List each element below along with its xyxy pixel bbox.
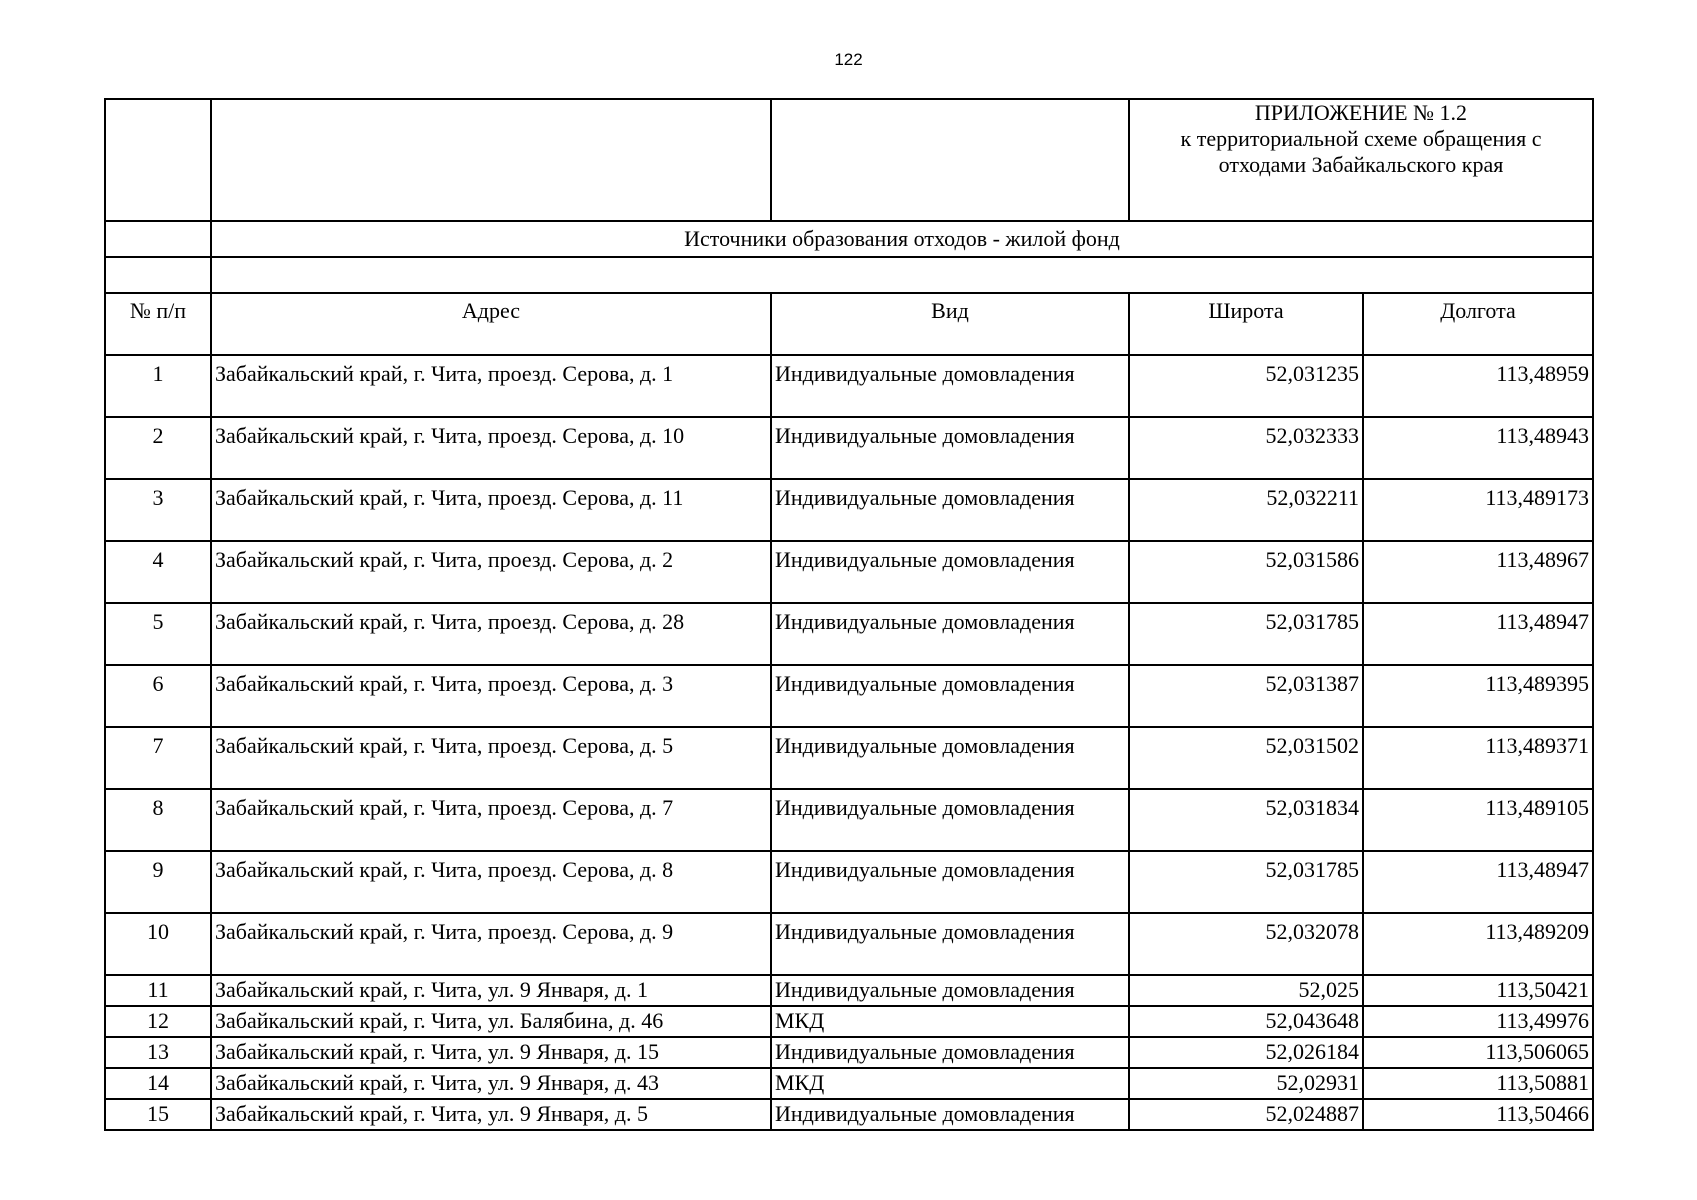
column-header-num: № п/п bbox=[105, 293, 211, 355]
row-latitude: 52,025 bbox=[1129, 975, 1363, 1006]
row-address: Забайкальский край, г. Чита, проезд. Серова, д. 3 bbox=[211, 665, 771, 727]
row-longitude: 113,489209 bbox=[1363, 913, 1593, 975]
row-latitude: 52,031586 bbox=[1129, 541, 1363, 603]
table-row bbox=[105, 479, 1593, 541]
empty-cell bbox=[105, 99, 211, 221]
row-longitude: 113,50466 bbox=[1363, 1099, 1593, 1130]
table-row bbox=[105, 727, 1593, 789]
row-address: Забайкальский край, г. Чита, ул. 9 Января, д. 43 bbox=[211, 1068, 771, 1099]
table-row bbox=[105, 541, 1593, 603]
section-title-row bbox=[105, 221, 1593, 257]
row-number: 1 bbox=[105, 355, 211, 417]
table-row bbox=[105, 975, 1593, 1006]
section-title: Источники образования отходов - жилой фонд bbox=[211, 221, 1593, 257]
row-longitude: 113,489173 bbox=[1363, 479, 1593, 541]
row-latitude: 52,02931 bbox=[1129, 1068, 1363, 1099]
table-row bbox=[105, 355, 1593, 417]
row-type: МКД bbox=[771, 1006, 1129, 1037]
row-number: 2 bbox=[105, 417, 211, 479]
row-number: 7 bbox=[105, 727, 211, 789]
row-longitude: 113,49976 bbox=[1363, 1006, 1593, 1037]
row-number: 4 bbox=[105, 541, 211, 603]
row-latitude: 52,032333 bbox=[1129, 417, 1363, 479]
row-type: Индивидуальные домовладения bbox=[771, 665, 1129, 727]
row-longitude: 113,48947 bbox=[1363, 603, 1593, 665]
table-row bbox=[105, 1006, 1593, 1037]
row-address: Забайкальский край, г. Чита, ул. 9 Января, д. 15 bbox=[211, 1037, 771, 1068]
row-number: 9 bbox=[105, 851, 211, 913]
appendix-title: ПРИЛОЖЕНИЕ № 1.2 bbox=[1254, 100, 1468, 125]
row-latitude: 52,032078 bbox=[1129, 913, 1363, 975]
row-latitude: 52,031834 bbox=[1129, 789, 1363, 851]
row-latitude: 52,031502 bbox=[1129, 727, 1363, 789]
row-address: Забайкальский край, г. Чита, ул. 9 Января, д. 5 bbox=[211, 1099, 771, 1130]
row-latitude: 52,026184 bbox=[1129, 1037, 1363, 1068]
appendix-caption bbox=[1129, 99, 1593, 221]
row-number: 5 bbox=[105, 603, 211, 665]
row-latitude: 52,043648 bbox=[1129, 1006, 1363, 1037]
row-type: Индивидуальные домовладения bbox=[771, 913, 1129, 975]
empty-cell bbox=[105, 221, 211, 257]
appendix-line-2: отходами Забайкальского края bbox=[1218, 152, 1504, 177]
appendix-line-1: к территориальной схеме обращения с bbox=[1180, 126, 1542, 151]
row-address: Забайкальский край, г. Чита, проезд. Серова, д. 28 bbox=[211, 603, 771, 665]
table-row bbox=[105, 665, 1593, 727]
row-latitude: 52,031235 bbox=[1129, 355, 1363, 417]
row-longitude: 113,489371 bbox=[1363, 727, 1593, 789]
row-number: 8 bbox=[105, 789, 211, 851]
row-type: Индивидуальные домовладения bbox=[771, 541, 1129, 603]
row-address: Забайкальский край, г. Чита, проезд. Серова, д. 1 bbox=[211, 355, 771, 417]
column-header-type: Вид bbox=[771, 293, 1129, 355]
row-number: 3 bbox=[105, 479, 211, 541]
row-type: Индивидуальные домовладения bbox=[771, 1099, 1129, 1130]
row-latitude: 52,031785 bbox=[1129, 603, 1363, 665]
row-address: Забайкальский край, г. Чита, ул. 9 Января, д. 1 bbox=[211, 975, 771, 1006]
column-header-row bbox=[105, 293, 1593, 355]
appendix-header-row bbox=[105, 99, 1593, 221]
row-longitude: 113,48967 bbox=[1363, 541, 1593, 603]
waste-sources-table bbox=[104, 98, 1594, 1131]
row-type: Индивидуальные домовладения bbox=[771, 417, 1129, 479]
row-number: 15 bbox=[105, 1099, 211, 1130]
spacer-row bbox=[105, 257, 1593, 293]
row-number: 12 bbox=[105, 1006, 211, 1037]
row-address: Забайкальский край, г. Чита, проезд. Серова, д. 10 bbox=[211, 417, 771, 479]
row-address: Забайкальский край, г. Чита, проезд. Серова, д. 7 bbox=[211, 789, 771, 851]
table-row bbox=[105, 913, 1593, 975]
row-latitude: 52,032211 bbox=[1129, 479, 1363, 541]
row-longitude: 113,48947 bbox=[1363, 851, 1593, 913]
row-longitude: 113,489105 bbox=[1363, 789, 1593, 851]
row-address: Забайкальский край, г. Чита, проезд. Серова, д. 9 bbox=[211, 913, 771, 975]
row-type: Индивидуальные домовладения bbox=[771, 479, 1129, 541]
row-address: Забайкальский край, г. Чита, проезд. Серова, д. 11 bbox=[211, 479, 771, 541]
row-type: Индивидуальные домовладения bbox=[771, 1037, 1129, 1068]
table-row bbox=[105, 851, 1593, 913]
column-header-lat: Широта bbox=[1129, 293, 1363, 355]
row-number: 11 bbox=[105, 975, 211, 1006]
row-longitude: 113,48943 bbox=[1363, 417, 1593, 479]
row-longitude: 113,506065 bbox=[1363, 1037, 1593, 1068]
row-type: Индивидуальные домовладения bbox=[771, 789, 1129, 851]
table-row bbox=[105, 1037, 1593, 1068]
row-type: Индивидуальные домовладения bbox=[771, 355, 1129, 417]
row-address: Забайкальский край, г. Чита, проезд. Серова, д. 8 bbox=[211, 851, 771, 913]
empty-cell bbox=[771, 99, 1129, 221]
table-row bbox=[105, 417, 1593, 479]
row-latitude: 52,031785 bbox=[1129, 851, 1363, 913]
table-row bbox=[105, 1099, 1593, 1130]
empty-cell bbox=[211, 257, 1593, 293]
row-type: Индивидуальные домовладения bbox=[771, 727, 1129, 789]
row-longitude: 113,489395 bbox=[1363, 665, 1593, 727]
row-type: МКД bbox=[771, 1068, 1129, 1099]
table-row bbox=[105, 789, 1593, 851]
row-type: Индивидуальные домовладения bbox=[771, 603, 1129, 665]
page-number: 122 bbox=[834, 50, 863, 69]
column-header-lon: Долгота bbox=[1363, 293, 1593, 355]
row-latitude: 52,024887 bbox=[1129, 1099, 1363, 1130]
empty-cell bbox=[105, 257, 211, 293]
row-address: Забайкальский край, г. Чита, проезд. Серова, д. 5 bbox=[211, 727, 771, 789]
row-longitude: 113,48959 bbox=[1363, 355, 1593, 417]
empty-cell bbox=[211, 99, 771, 221]
row-number: 13 bbox=[105, 1037, 211, 1068]
table-row bbox=[105, 603, 1593, 665]
row-type: Индивидуальные домовладения bbox=[771, 851, 1129, 913]
row-latitude: 52,031387 bbox=[1129, 665, 1363, 727]
row-address: Забайкальский край, г. Чита, ул. Балябина, д. 46 bbox=[211, 1006, 771, 1037]
row-address: Забайкальский край, г. Чита, проезд. Серова, д. 2 bbox=[211, 541, 771, 603]
row-longitude: 113,50881 bbox=[1363, 1068, 1593, 1099]
row-number: 6 bbox=[105, 665, 211, 727]
column-header-address: Адрес bbox=[211, 293, 771, 355]
row-number: 14 bbox=[105, 1068, 211, 1099]
row-number: 10 bbox=[105, 913, 211, 975]
row-type: Индивидуальные домовладения bbox=[771, 975, 1129, 1006]
row-longitude: 113,50421 bbox=[1363, 975, 1593, 1006]
table-row bbox=[105, 1068, 1593, 1099]
